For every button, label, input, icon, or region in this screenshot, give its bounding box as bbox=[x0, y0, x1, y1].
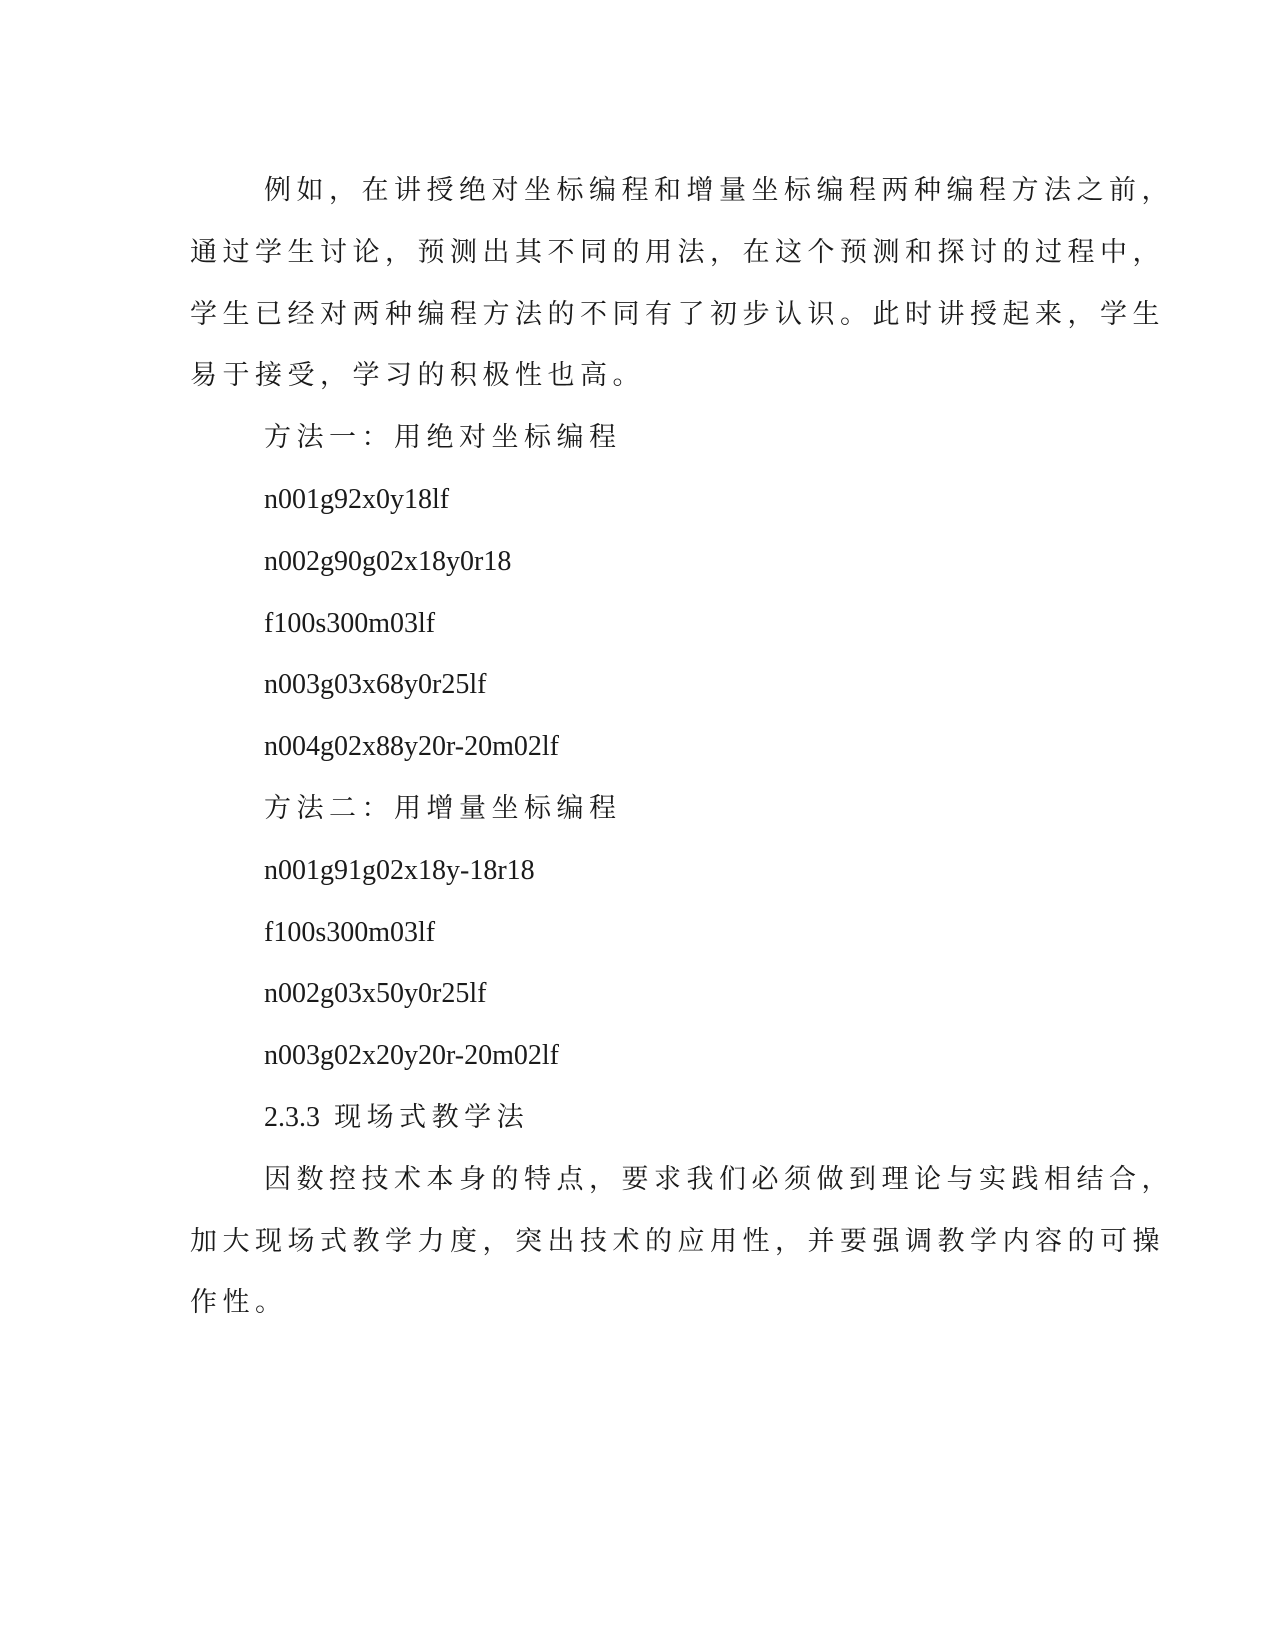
code-line: n003g02x20y20r-20m02lf bbox=[264, 1040, 559, 1072]
paragraph-onsite bbox=[190, 1149, 1174, 1334]
method-title: 方法二：用增量坐标编程 bbox=[264, 792, 622, 824]
code-line: f100s300m03lf bbox=[264, 916, 436, 948]
paragraph-line: 作性。 bbox=[190, 1287, 288, 1319]
section-heading bbox=[190, 1087, 1070, 1149]
paragraph-line: 例如，在讲授绝对坐标编程和增量坐标编程两种编程方法之前， bbox=[264, 175, 1174, 206]
code-line: n004g02x88y20r-20m02lf bbox=[264, 731, 559, 763]
paragraph-line: 通过学生讨论，预测出其不同的用法，在这个预测和探讨的过程中， bbox=[190, 236, 1165, 268]
method-incremental bbox=[190, 778, 1070, 1087]
code-line: f100s300m03lf bbox=[264, 607, 436, 639]
document-body bbox=[190, 160, 1174, 1334]
paragraph-line: 易于接受，学习的积极性也高。 bbox=[190, 360, 645, 392]
paragraph-line: 加大现场式教学力度，突出技术的应用性，并要强调教学内容的可操 bbox=[190, 1225, 1165, 1257]
code-line: n001g91g02x18y-18r18 bbox=[264, 854, 535, 886]
paragraph-line: 学生已经对两种编程方法的不同有了初步认识。此时讲授起来，学生 bbox=[190, 298, 1165, 330]
section-number: 2.3.3 bbox=[264, 1101, 320, 1133]
paragraph-intro bbox=[190, 160, 1174, 407]
code-line: n003g03x68y0r25lf bbox=[264, 669, 487, 701]
code-line: n002g90g02x18y0r18 bbox=[264, 545, 512, 577]
code-line: n001g92x0y18lf bbox=[264, 483, 450, 515]
section-title: 现场式教学法 bbox=[334, 1101, 530, 1133]
code-line: n002g03x50y0r25lf bbox=[264, 978, 487, 1010]
method-title: 方法一：用绝对坐标编程 bbox=[264, 422, 622, 454]
method-absolute bbox=[190, 407, 1070, 778]
paragraph-line: 因数控技术本身的特点，要求我们必须做到理论与实践相结合， bbox=[264, 1163, 1174, 1195]
